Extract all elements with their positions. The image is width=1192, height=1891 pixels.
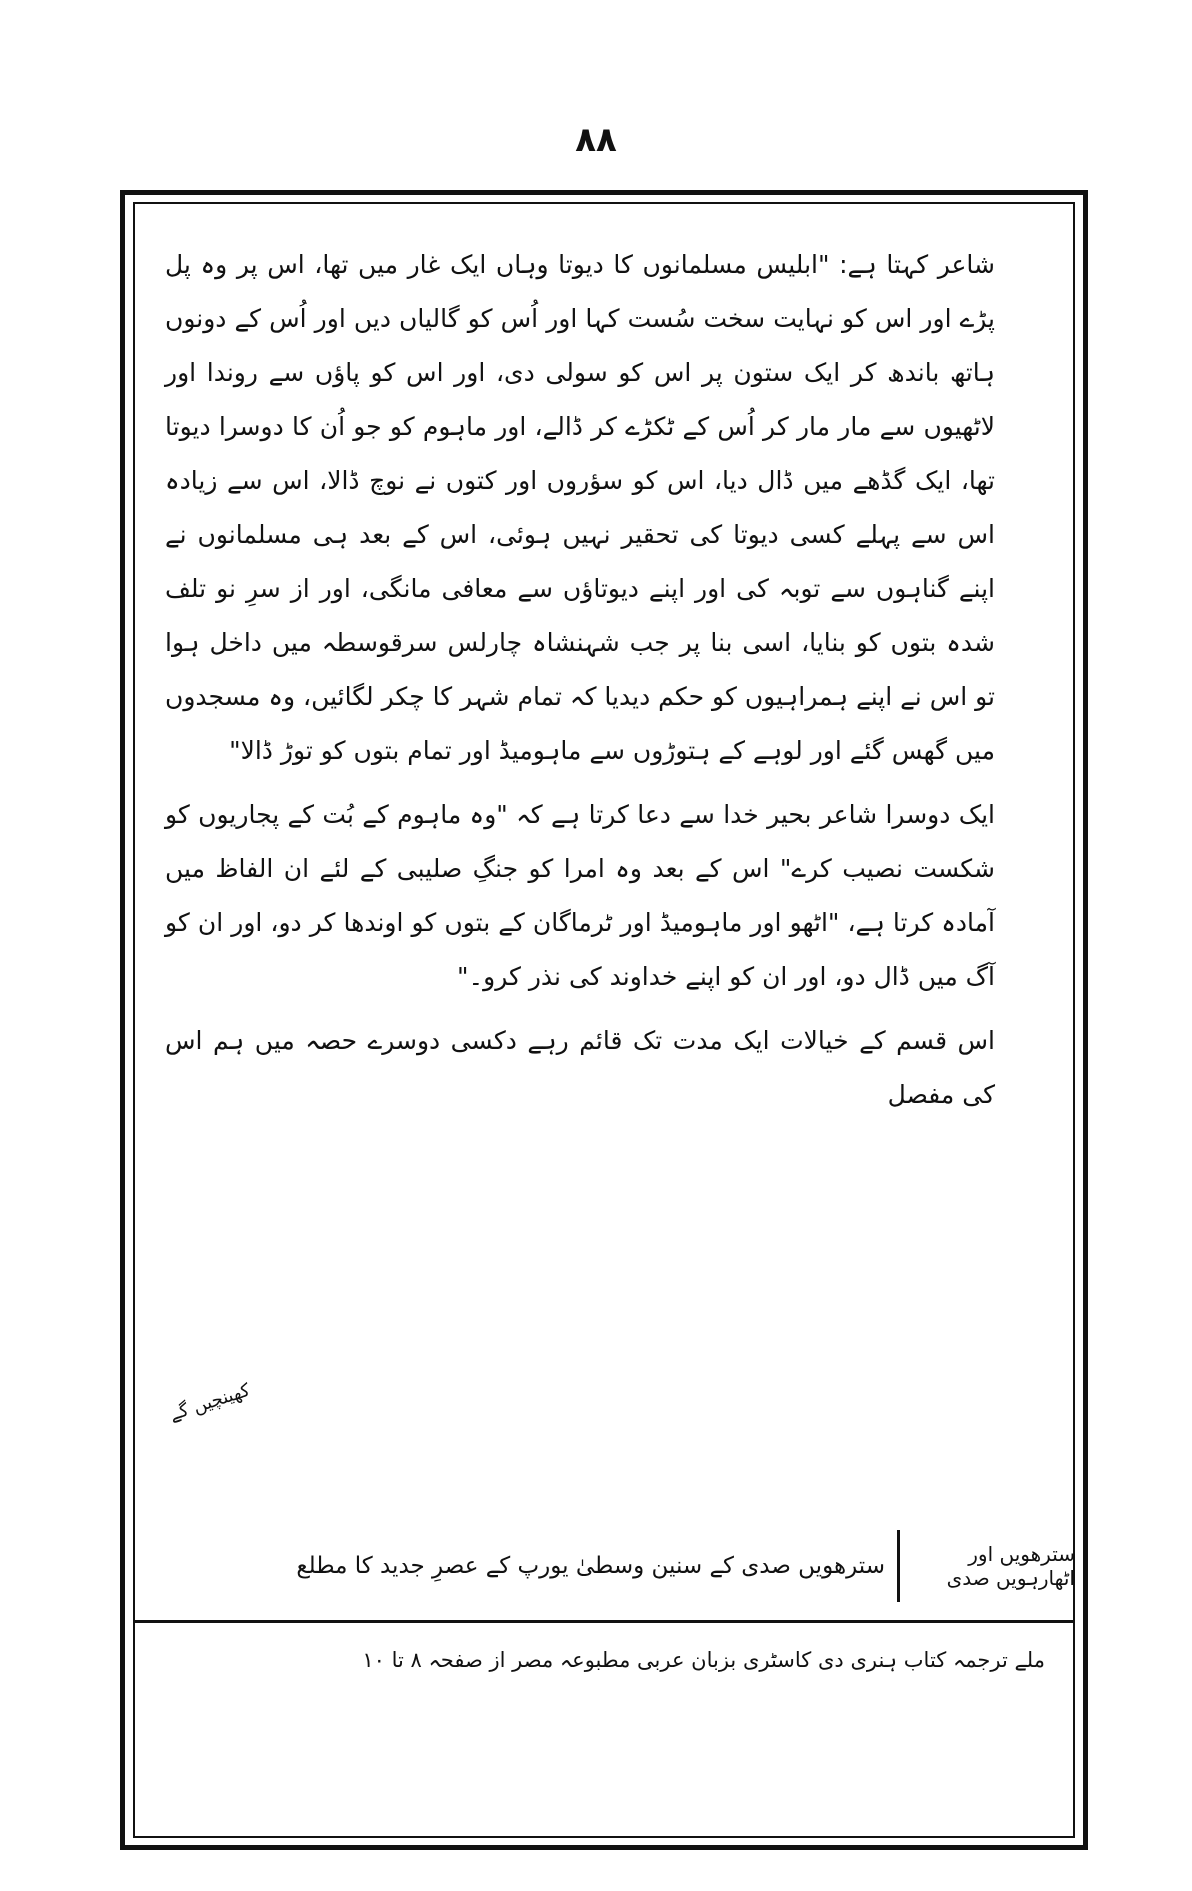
body-text	[165, 238, 995, 1132]
paragraph-3: اس قسم کے خیالات ایک مدت تک قائم رہے دکسی دوسرے حصہ میں ہم اس کی مفصل	[165, 1026, 995, 1109]
side-heading: سترھویں اور اٹھارہویں صدی	[897, 1530, 1075, 1602]
section-heading: سترھویں صدی کے سنین وسطیٰ یورپ کے عصرِ جدید کا مطلع	[296, 1553, 885, 1579]
footnote-divider	[133, 1620, 1075, 1623]
paragraph-2: ایک دوسرا شاعر بحیر خدا سے دعا کرتا ہے کہ "وہ ماہوم کے بُت کے پجاریوں کو شکست نصیب کرے" اس کے بعد وہ امرا کو جنگِ صلیبی کے لئے ان الفاظ میں آمادہ کرتا ہے، "اٹھو اور ماہومیڈ اور ٹرماگان کے بتوں کو اوندھا کر دو، اور ان کو آگ میں ڈال دو، اور ان کو اپنے خداوند کی نذر کرو۔"	[165, 800, 995, 991]
section-heading-row	[133, 1530, 1075, 1602]
paragraph-1: شاعر کہتا ہے: "ابلیس مسلمانوں کا دیوتا وہاں ایک غار میں تھا، اس پر وہ پل پڑے اور اس کو نہایت سخت سُست کہا اور اُس کو گالیاں دیں اور اُس کے دونوں ہاتھ باندھ کر ایک ستون پر اس کو سولی دی، اور اس کو پاؤں سے روندا اور لاٹھیوں سے مار مار کر اُس کے ٹکڑے کر ڈالے، اور ماہوم کو جو اُن کا دوسرا دیوتا تھا، ایک گڈھے میں ڈال دیا، اس کو سؤروں اور کتوں نے نوچ ڈالا، اس سے زیادہ اس سے پہلے کسی دیوتا کی تحقیر نہیں ہوئی، اس کے بعد ہی مسلمانوں نے اپنے گناہوں سے توبہ کی اور اپنے دیوتاؤں سے معافی مانگی، اور از سرِ نو تلف شدہ بتوں کو بنایا، اسی بنا پر جب شہنشاہ چارلس سرقوسطہ میں داخل ہوا تو اس نے اپنے ہمراہیوں کو حکم دیدیا کہ تمام شہر کا چکر لگائیں، وہ مسجدوں میں گھس گئے اور لوہے کے ہتوڑوں سے ماہومیڈ اور تمام بتوں کو توڑ ڈالا"	[165, 250, 995, 765]
page-number: ٨٨	[575, 120, 617, 160]
margin-note: کھینچیں گے	[166, 1379, 253, 1426]
footnote: ملے ترجمہ کتاب ہنری دی کاسٹری بزبان عربی مطبوعہ مصر از صفحہ ۸ تا ۱۰	[362, 1648, 1045, 1672]
